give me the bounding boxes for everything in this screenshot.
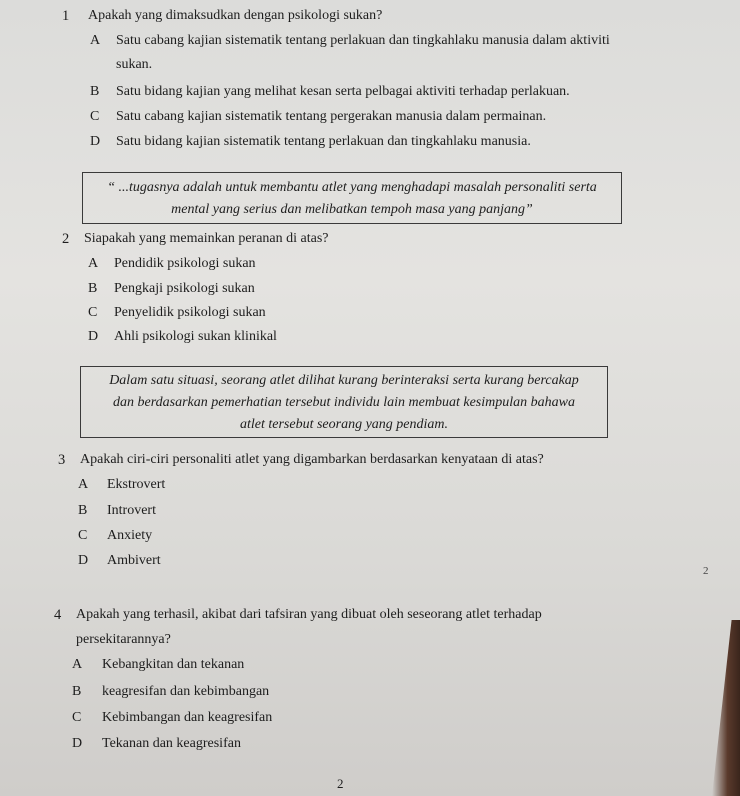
- option-d[interactable]: [88, 329, 277, 345]
- stimulus-box: [80, 366, 608, 438]
- option-b[interactable]: [90, 84, 570, 100]
- option-text: Kebimbangan dan keagresifan: [102, 710, 273, 725]
- margin-mark: 2: [703, 565, 709, 577]
- option-letter: C: [90, 109, 100, 124]
- option-text: keagresifan dan kebimbangan: [102, 684, 270, 699]
- option-text: Penyelidik psikologi sukan: [114, 305, 266, 320]
- option-a[interactable]: [78, 477, 165, 493]
- option-text: Tekanan dan keagresifan: [102, 736, 241, 751]
- option-b[interactable]: [72, 684, 269, 700]
- option-text: Satu cabang kajian sistematik tentang pergerakan manusia dalam permainan.: [116, 109, 547, 124]
- option-c[interactable]: [72, 710, 272, 726]
- question-number: 1: [62, 8, 70, 24]
- option-text: Satu bidang kajian yang melihat kesan serta pelbagai aktiviti terhadap perlakuan.: [116, 84, 570, 99]
- option-letter: A: [88, 256, 99, 271]
- option-text-continuation: sukan.: [116, 57, 153, 72]
- option-letter: D: [78, 553, 89, 568]
- question-text: Apakah yang terhasil, akibat dari tafsiran yang dibuat oleh seseorang atlet terhadap: [76, 607, 542, 622]
- option-letter: D: [72, 736, 83, 751]
- option-text: Kebangkitan dan tekanan: [102, 657, 245, 672]
- option-text: Pendidik psikologi sukan: [114, 256, 256, 271]
- option-letter: B: [88, 281, 98, 296]
- question-number: 3: [58, 452, 66, 468]
- option-c[interactable]: [88, 305, 266, 321]
- option-text: Ambivert: [107, 553, 161, 568]
- option-letter: C: [88, 305, 98, 320]
- option-text: Satu bidang kajian sistematik tentang perlakuan dan tingkahlaku manusia.: [116, 134, 531, 149]
- option-a[interactable]: [90, 33, 610, 49]
- stimulus-line: atlet tersebut seorang yang pendiam.: [239, 417, 449, 432]
- question-text: Apakah ciri-ciri personaliti atlet yang digambarkan berdasarkan kenyataan di atas?: [80, 452, 544, 467]
- option-letter: C: [78, 528, 88, 543]
- option-text: Ekstrovert: [107, 477, 166, 492]
- question-text-continuation: persekitarannya?: [76, 632, 171, 647]
- page-number: 2: [337, 776, 344, 791]
- option-c[interactable]: [78, 528, 152, 544]
- question-number: 2: [62, 231, 70, 247]
- option-d[interactable]: [72, 736, 241, 752]
- option-a[interactable]: [72, 657, 244, 673]
- option-text: Anxiety: [107, 528, 153, 543]
- option-b[interactable]: [78, 503, 156, 519]
- photo-edge-shadow: [712, 620, 740, 796]
- option-letter: B: [72, 684, 82, 699]
- question-number: 4: [54, 607, 62, 623]
- question-text: Apakah yang dimaksudkan dengan psikologi sukan?: [88, 8, 383, 23]
- option-letter: D: [90, 134, 101, 149]
- option-text: Satu cabang kajian sistematik tentang perlakuan dan tingkahlaku manusia dalam aktiviti: [116, 33, 610, 48]
- option-text: Introvert: [107, 503, 156, 518]
- stimulus-box: [82, 172, 622, 224]
- option-text: Ahli psikologi sukan klinikal: [114, 329, 277, 344]
- option-letter: B: [90, 84, 100, 99]
- option-d[interactable]: [90, 134, 531, 150]
- stimulus-line: “ ...tugasnya adalah untuk membantu atlet yang menghadapi masalah personaliti serta: [107, 180, 597, 195]
- option-letter: D: [88, 329, 99, 344]
- option-letter: B: [78, 503, 88, 518]
- option-d[interactable]: [78, 553, 161, 569]
- question-text: Siapakah yang memainkan peranan di atas?: [84, 231, 329, 246]
- option-letter: A: [90, 33, 101, 48]
- option-c[interactable]: [90, 109, 546, 125]
- option-b[interactable]: [88, 281, 255, 297]
- option-text: Pengkaji psikologi sukan: [114, 281, 255, 296]
- option-letter: A: [72, 657, 83, 672]
- stimulus-line: dan berdasarkan pemerhatian tersebut individu lain membuat kesimpulan bahawa: [113, 395, 575, 410]
- option-letter: A: [78, 477, 89, 492]
- option-a[interactable]: [88, 256, 256, 272]
- stimulus-line: mental yang serius dan melibatkan tempoh masa yang panjang”: [171, 202, 533, 217]
- stimulus-line: Dalam satu situasi, seorang atlet dilihat kurang berinteraksi serta kurang bercakap: [109, 373, 579, 388]
- option-letter: C: [72, 710, 82, 725]
